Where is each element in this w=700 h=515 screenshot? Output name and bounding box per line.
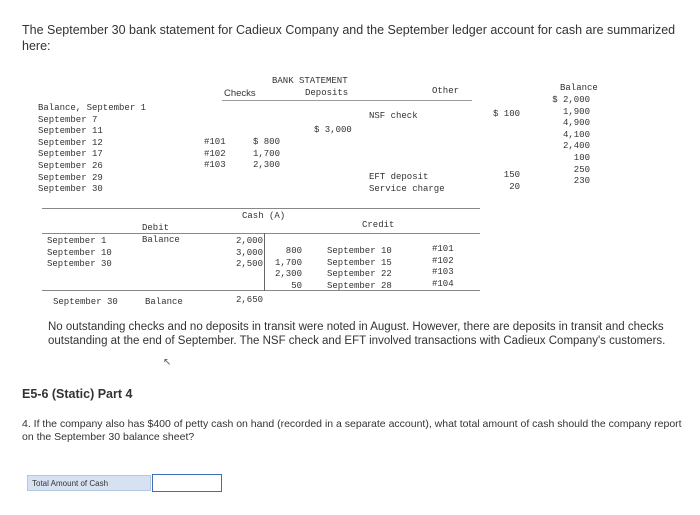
- other-header: Other: [432, 86, 460, 96]
- bank-statement-title: BANK STATEMENT: [272, 76, 348, 86]
- eft-amounts: 150 20: [503, 170, 520, 192]
- question-text: 4. If the company also has $400 of petty cash on hand (recorded in a separate account), what total amount of cash should the company report on the September 30 balance sheet?: [22, 418, 682, 443]
- section-heading: E5-6 (Static) Part 4: [22, 387, 133, 401]
- credit-header: Credit: [362, 220, 395, 230]
- debit-dates: September 1 September 10 September 30: [47, 236, 112, 270]
- check-amounts: $ 800 1,700 2,300: [252, 137, 280, 171]
- deposit-amount: $ 3,000: [314, 125, 352, 135]
- nsf-amount: $ 100: [493, 109, 521, 119]
- debit-amounts: 2,000 3,000 2,500: [235, 236, 263, 270]
- deposits-header: Deposits: [305, 88, 349, 98]
- ledger-title: Cash (A): [242, 211, 286, 221]
- eft-labels: EFT deposit Service charge: [369, 172, 445, 194]
- credit-amounts: 800 1,700 2,300 50: [274, 246, 302, 291]
- ending-date: September 30: [53, 297, 118, 307]
- credit-dates: September 10 September 15 September 22 September 28: [327, 246, 392, 291]
- note-text: No outstanding checks and no deposits in transit were noted in August. However, there are deposits in transit and checks outstanding at the end of September. The NSF check and EFT involved transactions with Cadieux Company's customers.: [48, 321, 666, 347]
- balance-header: Balance: [560, 83, 598, 93]
- balance-values: $ 2,000 1,900 4,900 4,100 2,400 100 250 230: [552, 95, 590, 187]
- header-underline: [222, 100, 472, 101]
- ledger-top-line: [42, 208, 480, 209]
- statement-dates: Balance, September 1 September 7 September 11 September 12 September 17 September 26 September 29 September 30: [38, 103, 147, 195]
- ledger-bottom-line: [42, 290, 480, 291]
- ledger-header-line: [42, 233, 480, 234]
- ending-amount: 2,650: [236, 295, 264, 305]
- intro-text: The September 30 bank statement for Cadieux Company and the September ledger account for cash are summarized here:: [22, 23, 676, 53]
- credit-refs: #101 #102 #103 #104: [432, 244, 454, 289]
- answer-label: Total Amount of Cash: [27, 475, 151, 491]
- checks-header: Checks: [224, 88, 256, 99]
- nsf-label: NSF check: [369, 111, 418, 121]
- cursor-icon: ↖: [163, 357, 172, 368]
- ending-label: Balance: [145, 297, 183, 307]
- debit-header: Debit Balance: [142, 223, 180, 245]
- ledger-divider: [264, 233, 265, 291]
- total-cash-input[interactable]: [152, 474, 222, 492]
- check-numbers: #101 #102 #103: [204, 137, 226, 171]
